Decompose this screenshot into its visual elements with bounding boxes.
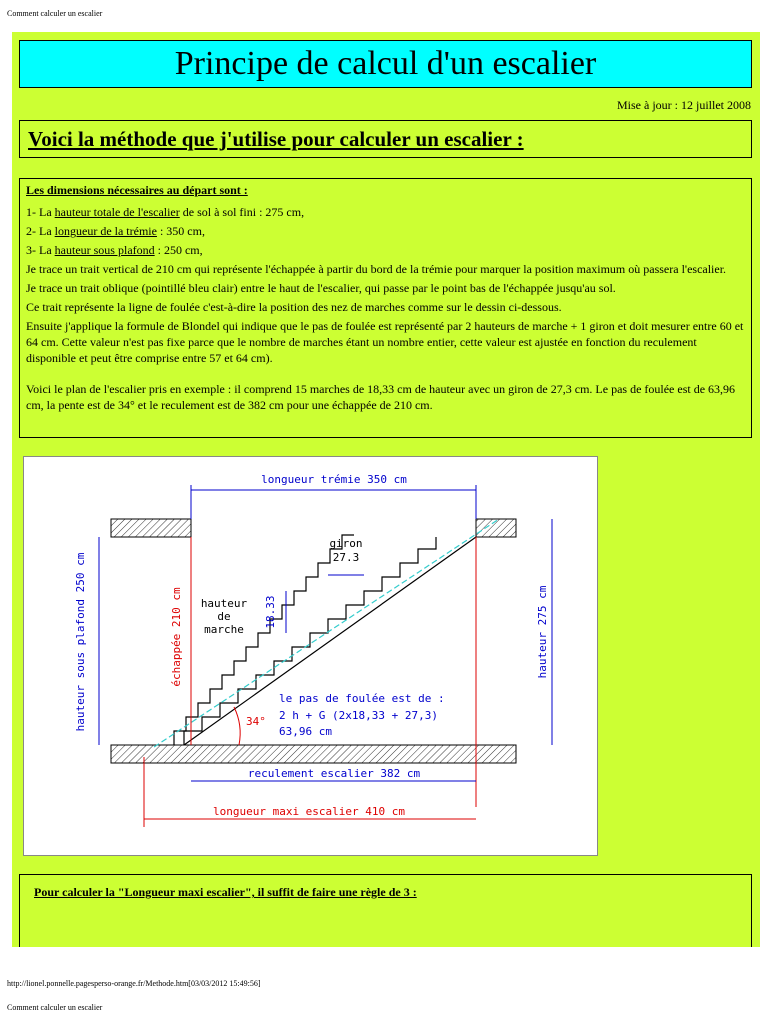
page-content (12, 32, 760, 947)
angle-label: 34° (246, 715, 266, 728)
staircase-drawing (24, 457, 597, 855)
hauteur-label: hauteur 275 cm (536, 585, 549, 679)
explanation-box (19, 178, 752, 438)
title-banner (19, 40, 752, 88)
requirement-1: 1- La hauteur totale de l'escalier de sol à sol fini : 275 cm, (26, 205, 305, 219)
paragraph-blondel: Ensuite j'applique la formule de Blondel qui indique que le pas de foulée est représenté par 2 hauteurs de marche + 1 giron et doit mesurer entre 60 et 64 cm. Cette valeur n'est pas fixe parce que le nombre de marches étant un nombre entier, cette valeur est ajustée en fonction du reculement disponible et peut être comprise entre 57 et 64 cm). (26, 319, 744, 365)
reculement-label: reculement escalier 382 cm (247, 767, 421, 780)
hauteur-marche-label-3: marche (204, 623, 244, 636)
footer-url: http://lionel.ponnelle.pagesperso-orange.fr/Methode.htm[03/03/2012 15:49:56] (7, 979, 261, 988)
staircase-diagram (23, 456, 598, 856)
paragraph-exemple: Voici le plan de l'escalier pris en exemple : il comprend 15 marches de 18,33 cm de hauteur avec un giron de 27,3 cm. Le pas de foulée est de 63,96 cm, la pente est de 34° et le reculement est de 382 cm pour une échappée de 210 cm. (26, 382, 736, 412)
page-title: Principe de calcul d'un escalier (174, 45, 597, 82)
ceiling-slab-left (111, 519, 191, 537)
tremie-label: longueur trémie 350 cm (261, 473, 407, 486)
link-hauteur-totale[interactable]: hauteur totale de l'escalier (54, 205, 180, 219)
update-date: Mise à jour : 12 juillet 2008 (617, 98, 751, 112)
link-hauteur-sous-plafond[interactable]: hauteur sous plafond (54, 243, 155, 257)
calc-heading: Pour calculer la "Longueur maxi escalier", il suffit de faire une règle de 3 : (34, 885, 417, 899)
maxi-label: longueur maxi escalier 410 cm (212, 805, 406, 818)
method-heading-box (19, 120, 752, 158)
footer-page-title: Comment calculer un escalier (7, 1003, 103, 1012)
foulee-line-3: 63,96 cm (279, 725, 332, 738)
paragraph-echappee: Je trace un trait vertical de 210 cm qui représente l'échappée à partir du bord de la trémie pour marquer la position maximum où passera l'escalier. (26, 262, 727, 276)
marche-value: 18.33 (264, 595, 277, 629)
paragraph-trait-oblique: Je trace un trait oblique (pointillé bleu clair) entre le haut de l'escalier, qui passe par le point bas de l'échappée jusqu'au sol. (26, 281, 616, 295)
angle-arc (234, 707, 240, 745)
method-heading: Voici la méthode que j'utilise pour calculer un escalier : (28, 127, 524, 151)
link-longueur-tremie[interactable]: longueur de la trémie (54, 224, 157, 238)
hauteur-marche-label-1: hauteur (200, 597, 248, 610)
foulee-line-1: le pas de foulée est de : (279, 692, 445, 705)
floor-slab (111, 745, 516, 763)
browser-page-title: Comment calculer un escalier (7, 9, 103, 18)
foulee-line-2: 2 h + G (2x18,33 + 27,3) (279, 709, 438, 722)
requirements-title: Les dimensions nécessaires au départ sont : (26, 183, 248, 197)
giron-label: giron (329, 537, 363, 550)
echappee-label: échappée 210 cm (170, 587, 183, 687)
hauteur-marche-label-2: de (217, 610, 231, 623)
requirement-2: 2- La longueur de la trémie : 350 cm, (26, 224, 205, 238)
giron-value: 27.3 (332, 551, 360, 564)
paragraph-ligne-foulee: Ce trait représente la ligne de foulée c'est-à-dire la position des nez de marches comme sur le dessin ci-dessous. (26, 300, 562, 314)
calc-section (19, 874, 752, 947)
requirement-3: 3- La hauteur sous plafond : 250 cm, (26, 243, 203, 257)
sous-plafond-label: hauteur sous plafond 250 cm (74, 552, 87, 732)
